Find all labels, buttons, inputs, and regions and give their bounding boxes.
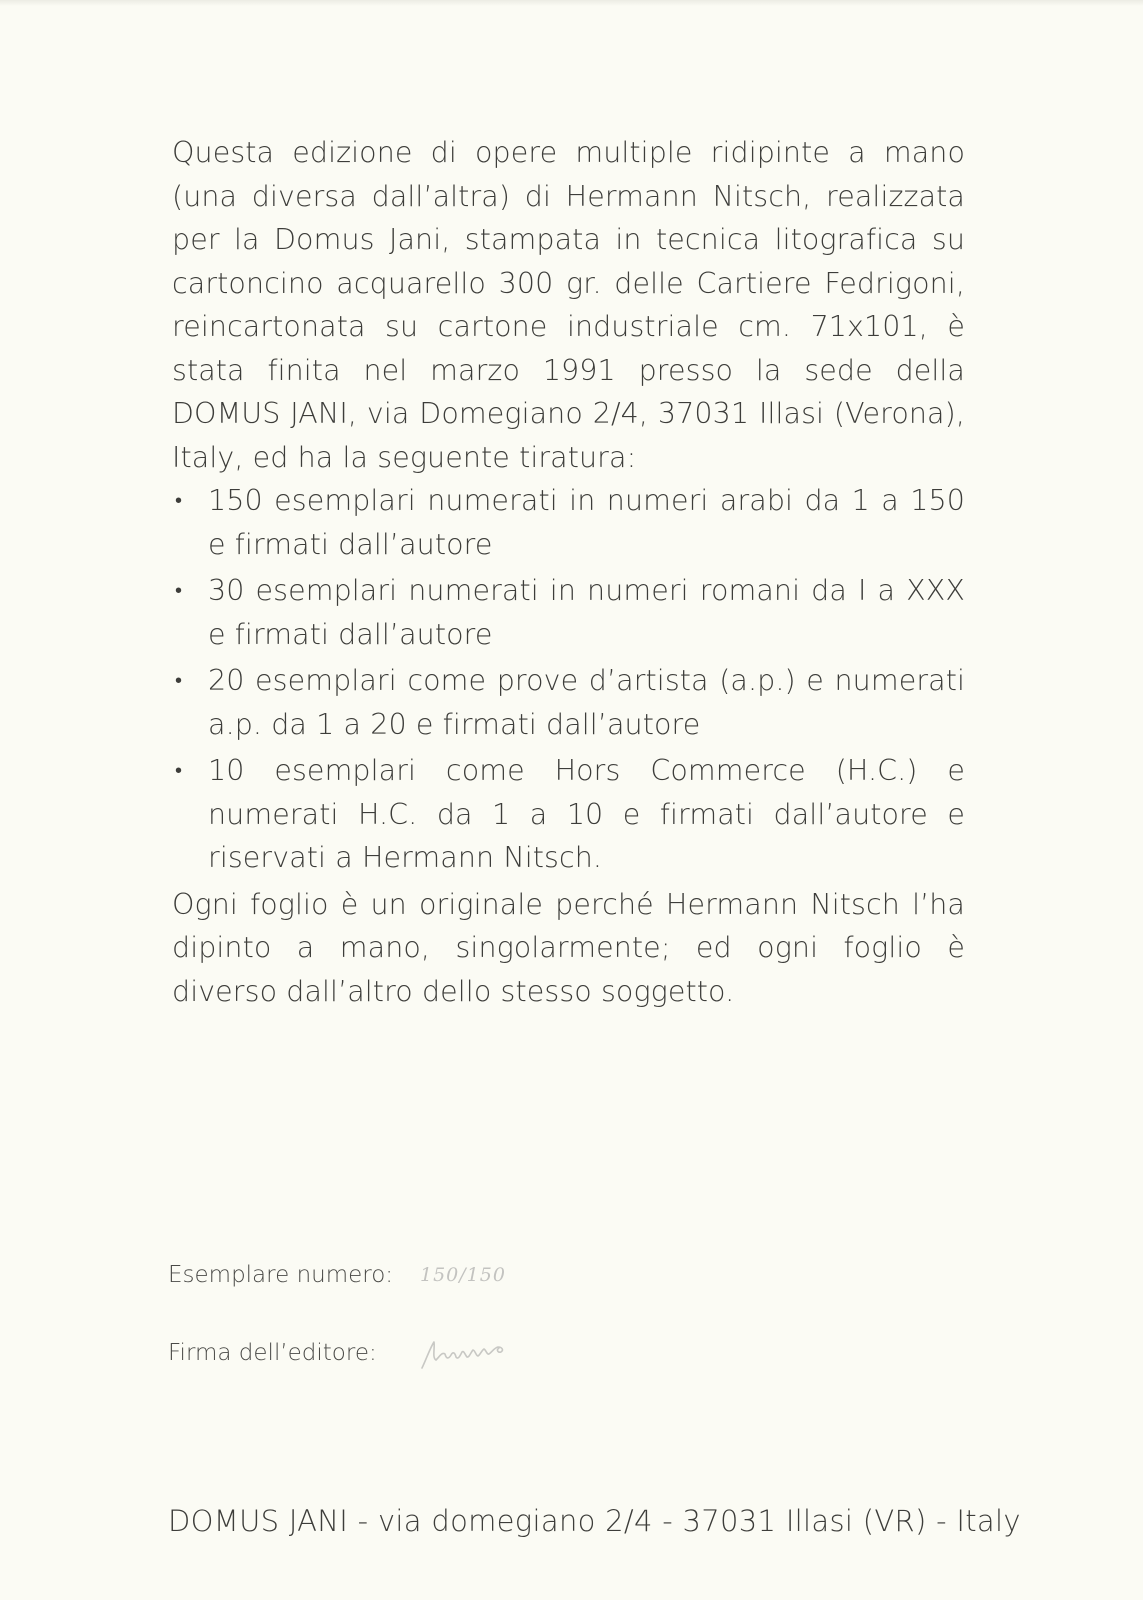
bullet-icon: • — [175, 578, 183, 602]
list-item-text: 10 esemplari come Hors Commerce (H.C.) e numerati H.C. da 1 a 10 e firmati dall’autore e riservati a Hermann Nitsch. — [208, 754, 965, 874]
bullet-icon: • — [175, 668, 183, 692]
intro-paragraph: Questa edizione di opere multiple ridipinte a mano (una diversa dall’altra) di Hermann Nitsch, realizzata per la Domus Jani, stampata in tecnica litografica su cartoncino acquarello 300 gr. delle Cartiere Fedrigoni, reincartonata su cartone industriale cm. 71x101, è stata finita nel marzo 1991 presso la sede della DOMUS JANI, via Domegiano 2/4, 37031 Illasi (Verona), Italy, ed ha la seguente tiratura: — [172, 136, 965, 474]
closing-paragraph: Ogni foglio è un originale perché Hermann Nitsch l’ha dipinto a mano, singolarmente; ed ogni foglio è diverso dall’altro dello stesso soggetto. — [172, 887, 965, 1008]
publisher-signature — [416, 1338, 526, 1372]
list-item — [172, 479, 965, 566]
edition-statement — [172, 131, 965, 1013]
print-run-list — [172, 479, 965, 880]
list-item-text: 30 esemplari numerati in numeri romani da I a XXX e firmati dall’autore — [208, 574, 965, 651]
copy-number-label: Esemplare numero: — [168, 1262, 394, 1288]
publisher-footer: DOMUS JANI - via domegiano 2/4 - 37031 Illasi (VR) - Italy — [168, 1504, 1021, 1538]
list-item — [172, 659, 965, 746]
page-top-edge — [0, 0, 1143, 6]
list-item-text: 20 esemplari come prove d’artista (a.p.) e numerati a.p. da 1 a 20 e firmati dall’autore — [208, 664, 965, 741]
bullet-icon: • — [175, 758, 183, 782]
bullet-icon: • — [175, 488, 183, 512]
list-item — [172, 749, 965, 880]
list-item-text: 150 esemplari numerati in numeri arabi da 1 a 150 e firmati dall’autore — [208, 484, 965, 561]
publisher-signature-label: Firma dell’editore: — [168, 1340, 377, 1366]
list-item — [172, 569, 965, 656]
copy-number-value: 150/150 — [420, 1264, 506, 1286]
